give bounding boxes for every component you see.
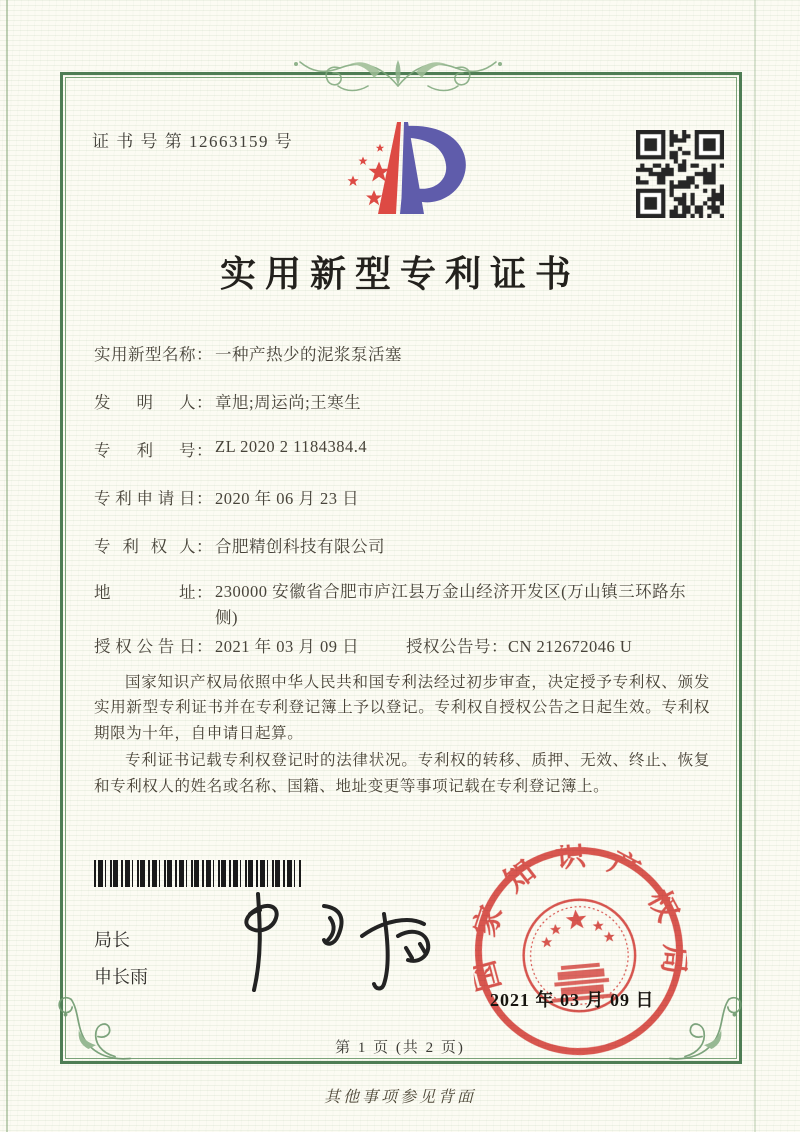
field-row-filing-date bbox=[94, 485, 359, 509]
barcode bbox=[94, 860, 302, 887]
field-label: 授权公告号 bbox=[406, 637, 491, 656]
seal-date: 2021 年 03 月 09 日 bbox=[490, 990, 655, 1010]
qr-code bbox=[636, 130, 724, 218]
field-label: 实用新型名称 bbox=[94, 345, 196, 364]
field-colon: ： bbox=[196, 441, 213, 460]
field-colon: ： bbox=[196, 537, 213, 556]
field-row-name bbox=[94, 341, 402, 365]
seal-text: 国家知识产权局 bbox=[467, 838, 692, 995]
certificate-number: 证 书 号 第 12663159 号 bbox=[92, 132, 294, 151]
field-label: 授权公告日 bbox=[94, 637, 196, 656]
director-signature-icon bbox=[212, 884, 432, 1000]
field-colon: ： bbox=[491, 637, 508, 656]
ornament-top-center bbox=[278, 52, 518, 108]
cnipa-logo-icon bbox=[330, 108, 498, 234]
grant-number-group bbox=[406, 633, 632, 657]
field-value-filing-date: 2020 年 06 月 23 日 bbox=[215, 489, 360, 508]
back-note: 其他事项参见背面 bbox=[323, 1089, 476, 1106]
scan-edge-right bbox=[754, 0, 756, 1132]
field-value-inventors: 章旭;周运尚;王寒生 bbox=[215, 393, 362, 412]
field-colon: ： bbox=[196, 345, 213, 364]
field-value-address: 230000 安徽省合肥市庐江县万金山经济开发区(万山镇三环路东侧) bbox=[215, 582, 687, 627]
legal-paragraph-2: 专利证书记载专利权登记时的法律状况。专利权的转移、质押、无效、终止、恢复和专利权人的姓名或名称、国籍、地址变更等事项记载在专利登记簿上。 bbox=[94, 752, 710, 795]
field-colon: ： bbox=[196, 637, 213, 656]
field-colon: ： bbox=[196, 393, 213, 412]
official-seal-icon bbox=[463, 835, 695, 1067]
director-name: 申长雨 bbox=[94, 967, 148, 987]
field-value-patentee: 合肥精创科技有限公司 bbox=[215, 537, 385, 556]
field-colon: ： bbox=[196, 489, 213, 508]
field-label: 发明人 bbox=[94, 393, 196, 412]
field-value-grant-date: 2021 年 03 月 09 日 bbox=[215, 637, 360, 656]
field-row-address bbox=[94, 579, 697, 630]
director-title: 局长 bbox=[94, 930, 130, 950]
field-value-grant-number: CN 212672046 U bbox=[508, 637, 633, 656]
field-row-patent-number bbox=[94, 437, 367, 461]
field-value-utility-model-name: 一种产热少的泥浆泵活塞 bbox=[215, 345, 402, 364]
certificate-title: 实用新型专利证书 bbox=[219, 254, 580, 294]
field-value-patent-number: ZL 2020 2 1184384.4 bbox=[215, 437, 368, 456]
field-colon: ： bbox=[196, 583, 213, 602]
scan-edge-left bbox=[6, 0, 8, 1132]
field-label: 专利号 bbox=[94, 441, 196, 460]
legal-paragraph-1: 国家知识产权局依照中华人民共和国专利法经过初步审查，决定授予专利权、颁发实用新型专利证书并在专利登记簿上予以登记。专利权自授权公告之日起生效。专利权期限为十年，自申请日起算。 bbox=[94, 674, 710, 742]
logo-blue-bowl bbox=[408, 126, 466, 202]
field-row-inventors bbox=[94, 389, 361, 413]
legal-text-block bbox=[94, 670, 710, 801]
field-label: 专利申请日 bbox=[94, 489, 196, 508]
field-label: 专利权人 bbox=[94, 537, 196, 556]
page-number: 第 1 页 (共 2 页) bbox=[335, 1040, 465, 1056]
field-row-patentee bbox=[94, 533, 385, 557]
field-label: 地址 bbox=[94, 583, 196, 602]
field-row-grant bbox=[94, 633, 633, 657]
